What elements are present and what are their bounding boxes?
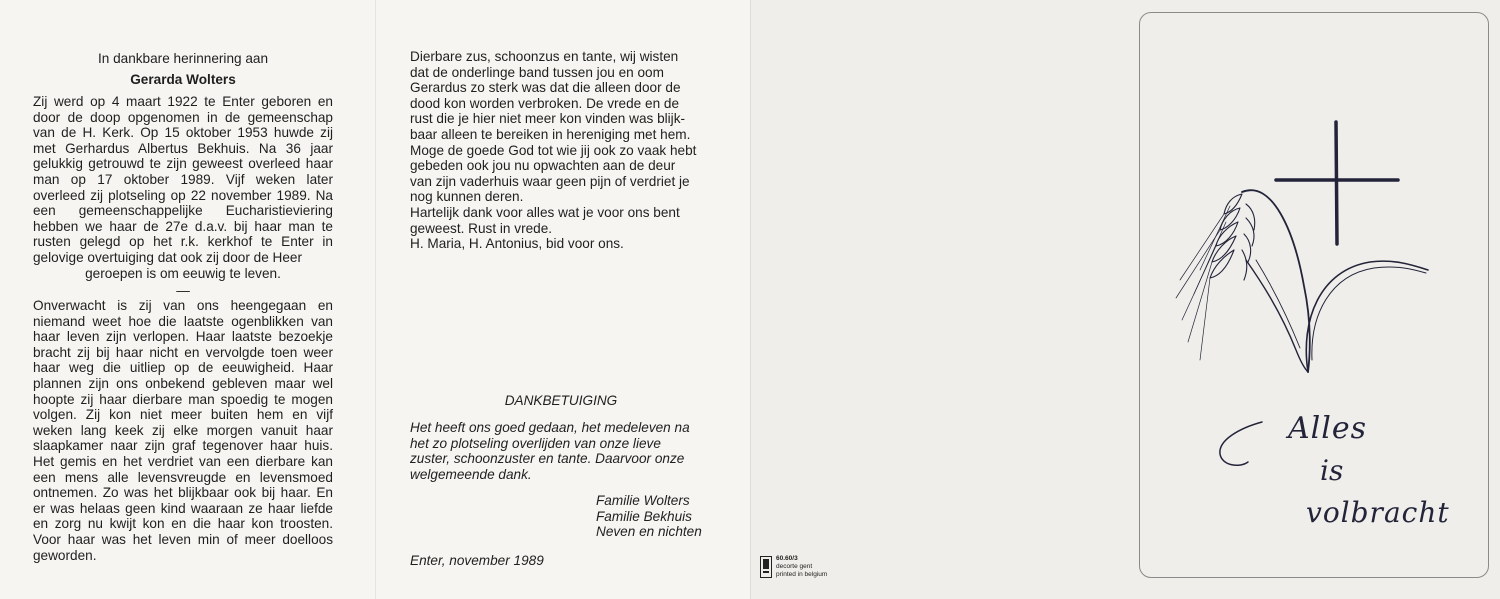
text-line: dat de onderlinge band tussen jou en oom	[410, 64, 664, 80]
printer-origin: printed in belgium	[776, 571, 828, 578]
text-line: Hartelijk dank voor alles wat je voor ons bent	[410, 204, 680, 220]
text-line: zuster, schoonzuster en tante. Daarvoor onze	[410, 451, 685, 467]
deceased-name: Gerarda Wolters	[130, 72, 236, 87]
motto-word: volbracht	[1306, 496, 1450, 529]
text-line: Het heeft ons goed gedaan, het medeleven na	[410, 420, 690, 435]
biography-paragraph: Zij werd op 4 maart 1922 te Enter geboren en door de doop opgenomen in de gemeenschap van de H. Kerk. Op 15 oktober 1953 huwde zij met Gerhardus Albertus Bekhuis. Na 36 jaar gelukkig getrouwd te zijn geweest overleed haar man op 17 oktober 1989. Vijf weken later overleed zij plotseling op 22 november 1989. Na een gemeenschappelijke Eucharistieviering hebben we haar de 27e d.a.v. bij haar man te rusten gelegd op het r.k. kerkhof te Enter in gelovige overtuiging dat ook zij door de Heer	[33, 94, 333, 265]
motto-word: Alles	[1288, 411, 1368, 446]
text-line: welgemeende dank.	[410, 466, 532, 482]
place-date: Enter, november 1989	[410, 553, 544, 568]
text-line: rust die je hier niet meer kon vinden was blijk-	[410, 111, 686, 127]
text-line: baar alleen te bereiken in hereniging met hem.	[410, 126, 691, 142]
printer-code: 60.60/3	[776, 555, 798, 562]
thanks-paragraph	[410, 420, 712, 482]
thanks-title: DANKBETUIGING	[504, 393, 618, 408]
printer-name: decorte gent	[776, 563, 813, 570]
text-line: geweest. Rust in vrede.	[410, 220, 553, 236]
motto-word: is	[1320, 454, 1344, 487]
cross-vertical-icon	[1336, 122, 1337, 244]
printer-logo-icon	[760, 556, 772, 578]
reflection-paragraph: Onverwacht is zij van ons heengegaan en niemand weet hoe die laatste ogenblikken van haar leven zijn verlopen. Haar laatste bezoekje bracht zij bij haar nicht en vervolgde toen weer haar weg die uitliep op de eeuwigheid. Haar plannen zijn ons onbekend gebleven maar wel hoopte zij haar dierbare man spoedig te mogen volgen. Zij kon niet meer buiten hem en vijf weken lang keek zij elke morgen vanuit haar slaapkamer naar zijn graf tegenover haar huis. Het gemis en het verdriet van een dierbare kan een mens alle levensvreugde en levensmoed ontnemen. Zo was het blijkbaar ook bij haar. En er was helaas geen kind waaraan ze haar liefde en zorg nu kwijt kon en die haar kon troosten. Voor haar was het leven min of meer doelloos geworden.	[33, 298, 333, 563]
text-line: Gerardus zo sterk was dat die alleen door de	[410, 80, 681, 96]
text-line: Moge de goede God tot wie jij ook zo vaak hebt	[410, 142, 697, 158]
signatures	[596, 493, 736, 540]
text-line: dood kon worden verbroken. De vrede en de	[410, 95, 680, 111]
cross-and-wheat-illustration	[1160, 110, 1430, 390]
cover-motto	[1200, 400, 1460, 560]
text-line: nog kunnen deren.	[410, 189, 524, 205]
text-line: het zo plotseling overlijden van onze lieve	[410, 435, 661, 451]
leaf-icon	[1246, 260, 1308, 372]
wheat-stem-icon	[1242, 190, 1310, 372]
wheat-ear-icon	[1210, 194, 1255, 280]
leaf-icon	[1306, 261, 1428, 372]
calligraphy-flourish-icon	[1220, 422, 1262, 465]
signature-line: Neven en nichten	[596, 524, 702, 540]
card-panel-back-blank	[750, 0, 1126, 599]
printer-text	[776, 555, 827, 579]
text-line: gebeden ook jou nu opwachten aan de deur	[410, 158, 676, 174]
text-line: Dierbare zus, schoonzus en tante, wij wisten	[410, 49, 679, 64]
text-line: van zijn vaderhuis waar geen pijn of verdriet je	[410, 173, 690, 189]
printer-mark	[760, 555, 850, 585]
signature-line: Familie Wolters	[596, 493, 690, 508]
text-line: H. Maria, H. Antonius, bid voor ons.	[410, 236, 624, 252]
biography-paragraph-end: geroepen is om eeuwig te leven.	[85, 266, 281, 281]
section-divider: —	[176, 283, 190, 298]
farewell-paragraph	[410, 49, 712, 252]
memorial-intro: In dankbare herinnering aan	[97, 51, 269, 66]
signature-line: Familie Bekhuis	[596, 508, 692, 524]
